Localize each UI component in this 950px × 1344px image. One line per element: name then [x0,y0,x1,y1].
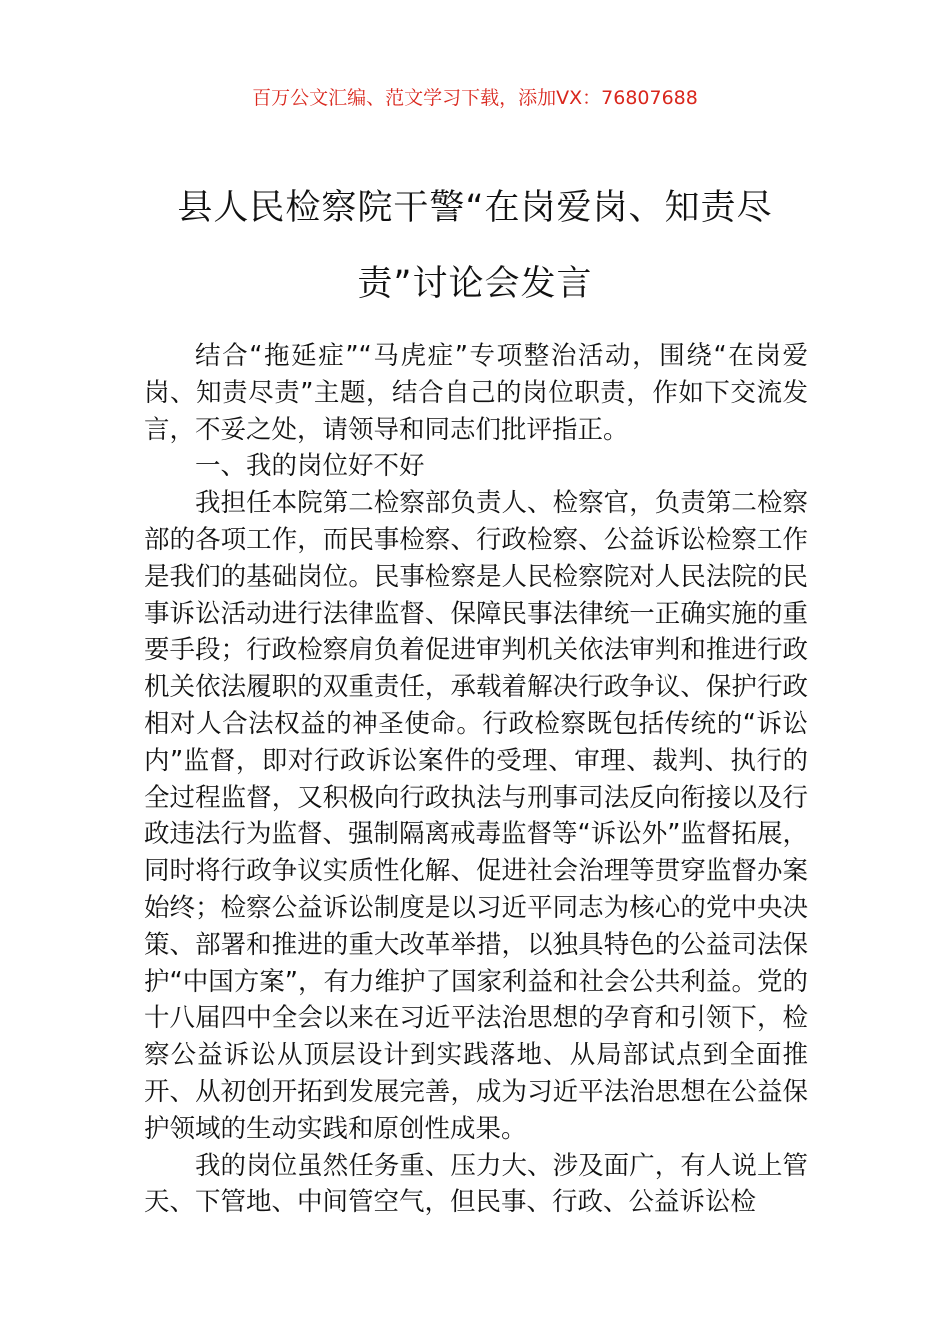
paragraph-intro: 结合“拖延症”“马虎症”专项整治活动，围绕“在岗爱岗、知责尽责”主题，结合自己的岗位职责，作如下交流发言，不妥之处，请领导和同志们批评指正。 [144,341,808,445]
page-title: 县人民检察院干警“在岗爱岗、知责尽责”讨论会发言 [177,188,773,304]
paragraph-continued: 我的岗位虽然任务重、压力大、涉及面广，有人说上管天、下管地、中间管空气，但民事、行政、公益诉讼检 [144,1150,808,1218]
header-banner: 百万公文汇编、范文学习下载，添加VX：76807688 [252,87,698,109]
paragraph-duties: 我担任本院第二检察部负责人、检察官，负责第二检察部的各项工作，而民事检察、行政检察、公益诉讼检察工作是我们的基础岗位。民事检察是人民检察院对人民法院的民事诉讼活动进行法律监督、保障民事法律统一正确实施的重要手段；行政检察肩负着促进审判机关依法审判和推进行政机关依法履职的双重责任，承载着解决行政争议、保护行政相对人合法权益的神圣使命。行政检察既包括传统的“诉讼内”监督，即对行政诉讼案件的受理、审理、裁判、执行的全过程监督，又积极向行政执法与刑事司法反向衔接以及行政违法行为监督、强制隔离戒毒监督等“诉讼外”监督拓展，同时将行政争议实质性化解、促进社会治理等贯穿监督办案始终；检察公益诉讼制度是以习近平同志为核心的党中央决策、部署和推进的重大改革举措，以独具特色的公益司法保护“中国方案”，有力维护了国家利益和社会公共利益。党的十八届四中全会以来在习近平法治思想的孕育和引领下，检察公益诉讼从顶层设计到实践落地、从局部试点到全面推开、从初创开拓到发展完善，成为习近平法治思想在公益保护领域的生动实践和原创性成果。 [144,488,808,1144]
section-heading: 一、我的岗位好不好 [195,451,425,482]
document-body [144,338,808,1221]
